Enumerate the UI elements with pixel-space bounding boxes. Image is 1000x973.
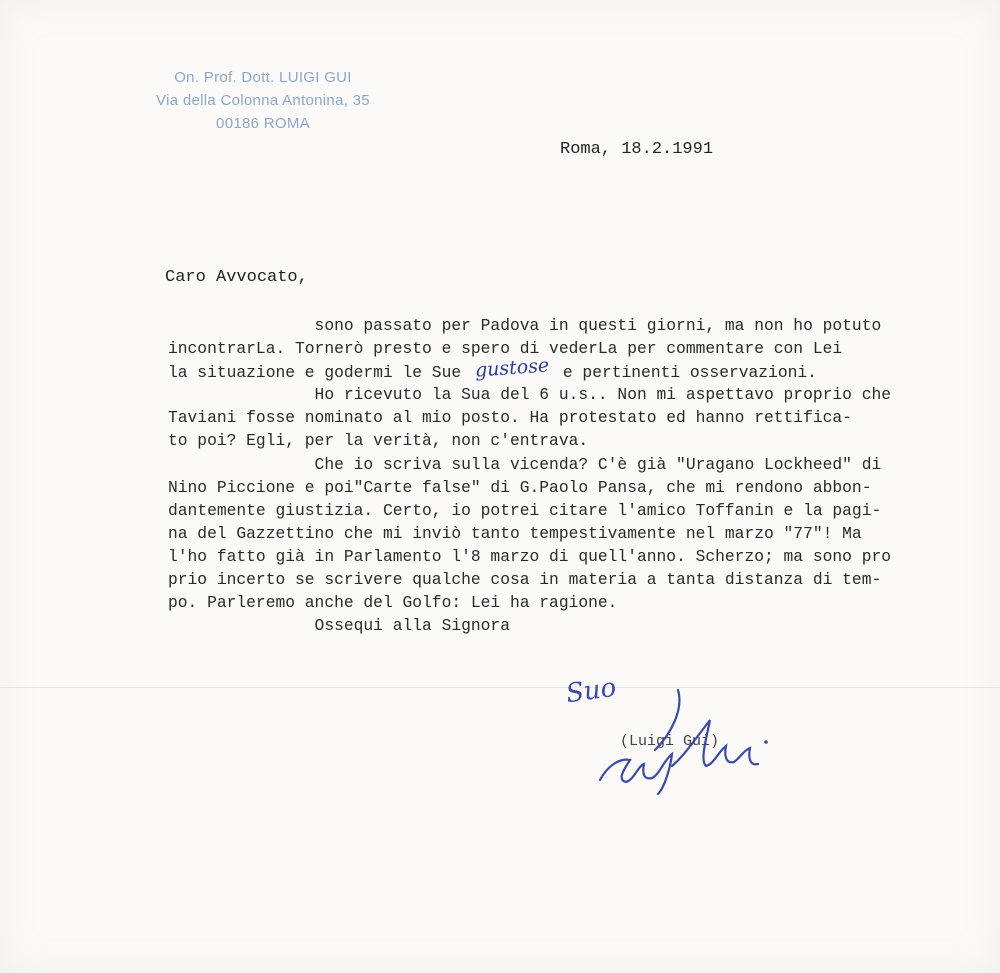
letterhead-city: 00186 ROMA [216, 115, 310, 132]
body-line: sono passato per Padova in questi giorni, ma non ho potuto [168, 316, 882, 335]
letter-date: Roma, 18.2.1991 [560, 140, 714, 159]
paper-fold [0, 687, 1000, 688]
letterhead-address: Via della Colonna Antonina, 35 [156, 92, 370, 109]
body-line-end: e pertinenti osservazioni. [553, 363, 817, 383]
body-line: Che io scriva sulla vicenda? C'è già "Uragano Lockheed" di [168, 454, 882, 474]
body-line: Nino Piccione e poi"Carte false" di G.Paolo Pansa, che mi rendono abbon- [168, 477, 872, 497]
body-line: na del Gazzettino che mi inviò tanto tempestivamente nel marzo "77"! Ma [168, 523, 862, 543]
body-line: dantemente giustizia. Certo, io potrei citare l'amico Toffanin e la pagi- [168, 500, 882, 520]
handwritten-insert: gustose [474, 354, 550, 382]
letterhead-stamp [128, 66, 398, 135]
letterhead-name: On. Prof. Dott. LUIGI GUI [174, 69, 352, 86]
body-line: po. Parleremo anche del Golfo: Lei ha ragione. [168, 593, 618, 613]
salutation: Caro Avvocato, [165, 268, 308, 287]
body-line: Ho ricevuto la Sua del 6 u.s.. Non mi aspettavo proprio che [168, 385, 892, 405]
body-line-start: la situazione e godermi le Sue [168, 363, 471, 383]
letter-body [168, 314, 891, 637]
body-line: Ossequi alla Signora [168, 616, 510, 636]
body-line: Taviani fosse nominato al mio posto. Ha protestato ed hanno rettifica- [168, 408, 852, 428]
body-line: l'ho fatto già in Parlamento l'8 marzo di quell'anno. Scherzo; ma sono pro [168, 546, 892, 566]
body-line: to poi? Egli, per la verità, non c'entrava. [168, 431, 589, 451]
handwritten-closing: Suo [564, 672, 619, 710]
body-line: prio incerto se scrivere qualche cosa in materia a tanta distanza di tem- [168, 570, 882, 590]
body-line: incontrarLa. Tornerò presto e spero di vederLa per commentare con Lei [168, 339, 843, 359]
body-line [168, 354, 891, 383]
typed-signature-name: (Luigi Gui) [620, 733, 720, 750]
handwritten-signature [560, 680, 790, 800]
